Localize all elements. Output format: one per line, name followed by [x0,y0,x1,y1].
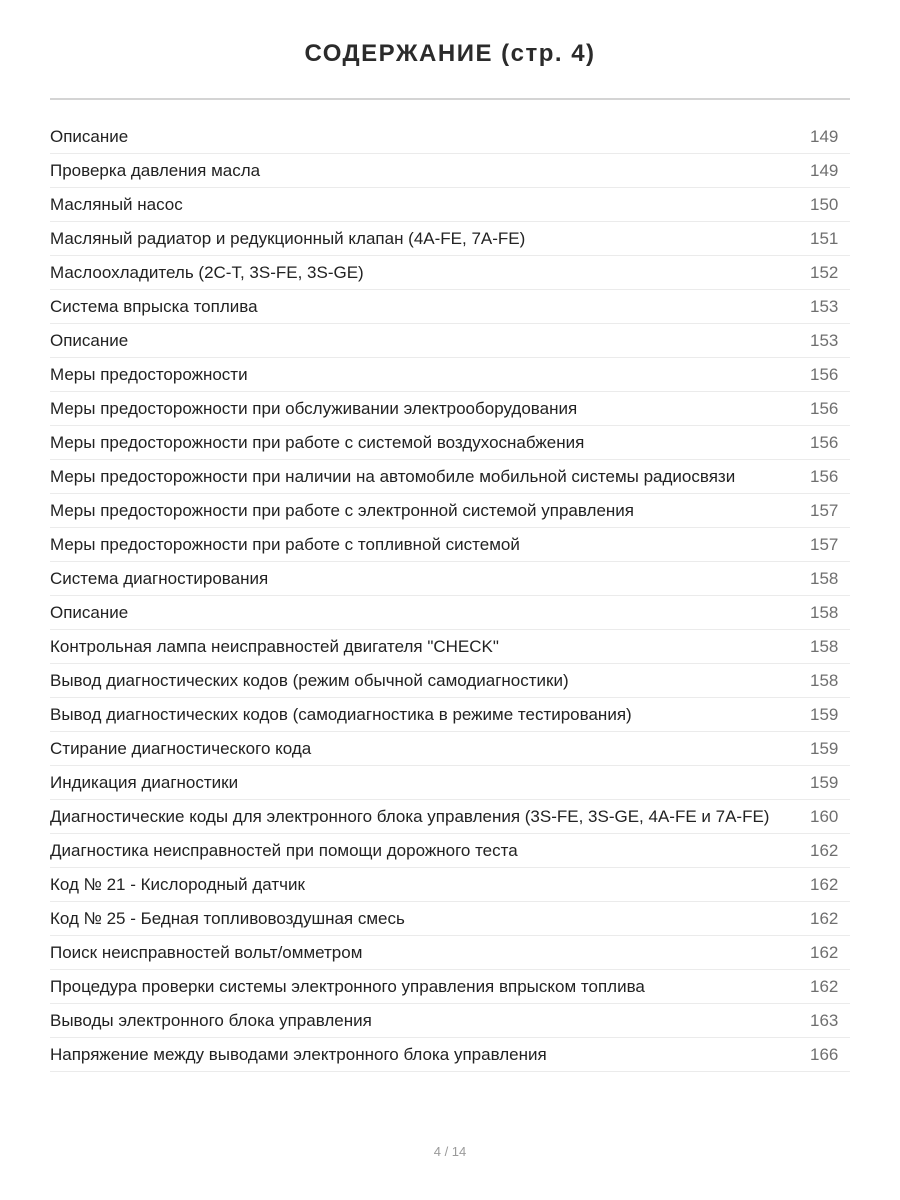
toc-entry-title[interactable]: Маслоохладитель (2C-T, 3S-FE, 3S-GE) [50,263,364,282]
toc-entry-page-number: 153 [810,331,839,350]
toc-entry-title[interactable]: Меры предосторожности при работе с электронной системой управления [50,501,634,520]
toc-entry[interactable] [50,800,850,834]
toc-entry-title[interactable]: Диагностика неисправностей при помощи дорожного теста [50,841,518,860]
page-title: СОДЕРЖАНИЕ (стр. 4) [304,40,596,67]
toc-entry-page-number: 158 [810,637,839,656]
toc-entry-title[interactable]: Проверка давления масла [50,161,261,180]
toc-entry[interactable] [50,324,850,358]
toc-entry-title[interactable]: Код № 25 - Бедная топливовоздушная смесь [50,909,405,928]
toc-entry-page-number: 156 [810,433,839,452]
toc-entry-page-number: 149 [810,127,839,146]
toc-entry-page-number: 157 [810,501,839,520]
toc-entry-page-number: 156 [810,399,839,418]
toc-entry-page-number: 162 [810,909,839,928]
toc-entry[interactable] [50,970,850,1004]
toc-entry[interactable] [50,426,850,460]
toc-entry-title[interactable]: Система диагностирования [50,569,269,588]
page-indicator: 4 / 14 [433,1144,467,1159]
toc-entry[interactable] [50,630,850,664]
toc-entry-page-number: 158 [810,569,839,588]
toc-entry-page-number: 151 [810,229,839,248]
toc-entry[interactable] [50,256,850,290]
toc-entry[interactable] [50,222,850,256]
toc-entry-page-number: 152 [810,263,839,282]
toc-entry-page-number: 162 [810,977,839,996]
toc-entry-page-number: 153 [810,297,839,316]
toc-entry-page-number: 158 [810,603,839,622]
toc-entry[interactable] [50,460,850,494]
toc-entry-page-number: 166 [810,1045,839,1064]
toc-entry[interactable] [50,596,850,630]
toc-entry-page-number: 160 [810,807,839,826]
toc-entry-title[interactable]: Масляный насос [50,195,183,214]
toc-entry[interactable] [50,936,850,970]
toc-entry-title[interactable]: Меры предосторожности при работе с топливной системой [50,535,520,554]
toc-entry-title[interactable]: Вывод диагностических кодов (самодиагностика в режиме тестирования) [50,705,632,724]
toc-entry-title[interactable]: Описание [50,331,129,350]
toc-entry-page-number: 150 [810,195,839,214]
toc-entry[interactable] [50,766,850,800]
toc-entry[interactable] [50,902,850,936]
toc-entry-title[interactable]: Масляный радиатор и редукционный клапан (4A-FE, 7A-FE) [50,229,526,248]
toc-entry[interactable] [50,1004,850,1038]
toc-entry[interactable] [50,732,850,766]
toc-entry[interactable] [50,1038,850,1072]
toc-entry[interactable] [50,120,850,154]
toc-entry-title[interactable]: Диагностические коды для электронного блока управления (3S-FE, 3S-GE, 4A-FE и 7A-FE) [50,807,770,826]
toc-entry-page-number: 159 [810,705,839,724]
toc-entry-title[interactable]: Система впрыска топлива [50,297,258,316]
toc-entry-title[interactable]: Индикация диагностики [50,773,239,792]
title-divider [50,98,850,100]
toc-entry-title[interactable]: Меры предосторожности при обслуживании электрооборудования [50,399,578,418]
toc-entry[interactable] [50,834,850,868]
toc-entry[interactable] [50,868,850,902]
toc-entry-page-number: 158 [810,671,839,690]
toc-entry-title[interactable]: Выводы электронного блока управления [50,1011,372,1030]
toc-entry-title[interactable]: Поиск неисправностей вольт/омметром [50,943,363,962]
toc-entry-title[interactable]: Стирание диагностического кода [50,739,312,758]
toc-entry-page-number: 163 [810,1011,839,1030]
toc-entry-title[interactable]: Меры предосторожности [50,365,248,384]
toc-entry-title[interactable]: Напряжение между выводами электронного блока управления [50,1045,547,1064]
toc-entry-title[interactable]: Меры предосторожности при наличии на автомобиле мобильной системы радиосвязи [50,467,736,486]
toc-entry-title[interactable]: Меры предосторожности при работе с системой воздухоснабжения [50,433,585,452]
toc-entry[interactable] [50,290,850,324]
toc-entry-page-number: 162 [810,841,839,860]
toc-entry[interactable] [50,494,850,528]
toc-entry[interactable] [50,392,850,426]
toc-entry-title[interactable]: Контрольная лампа неисправностей двигателя "CHECK" [50,637,499,656]
toc-entry-title[interactable]: Вывод диагностических кодов (режим обычной самодиагностики) [50,671,569,690]
toc-entry-title[interactable]: Описание [50,603,129,622]
toc-entry-page-number: 156 [810,365,839,384]
toc-entry[interactable] [50,664,850,698]
toc-entry-page-number: 159 [810,773,839,792]
toc-entry-page-number: 157 [810,535,839,554]
toc-entry[interactable] [50,562,850,596]
toc-entry-page-number: 156 [810,467,839,486]
table-of-contents [50,120,850,1072]
toc-entry[interactable] [50,358,850,392]
toc-entry-title[interactable]: Код № 21 - Кислородный датчик [50,875,305,894]
toc-entry[interactable] [50,528,850,562]
toc-entry-page-number: 162 [810,875,839,894]
toc-entry-title[interactable]: Процедура проверки системы электронного управления впрыском топлива [50,977,645,996]
toc-entry-title[interactable]: Описание [50,127,129,146]
toc-entry-page-number: 162 [810,943,839,962]
toc-entry-page-number: 149 [810,161,839,180]
toc-entry[interactable] [50,154,850,188]
toc-entry[interactable] [50,698,850,732]
toc-entry[interactable] [50,188,850,222]
toc-entry-page-number: 159 [810,739,839,758]
